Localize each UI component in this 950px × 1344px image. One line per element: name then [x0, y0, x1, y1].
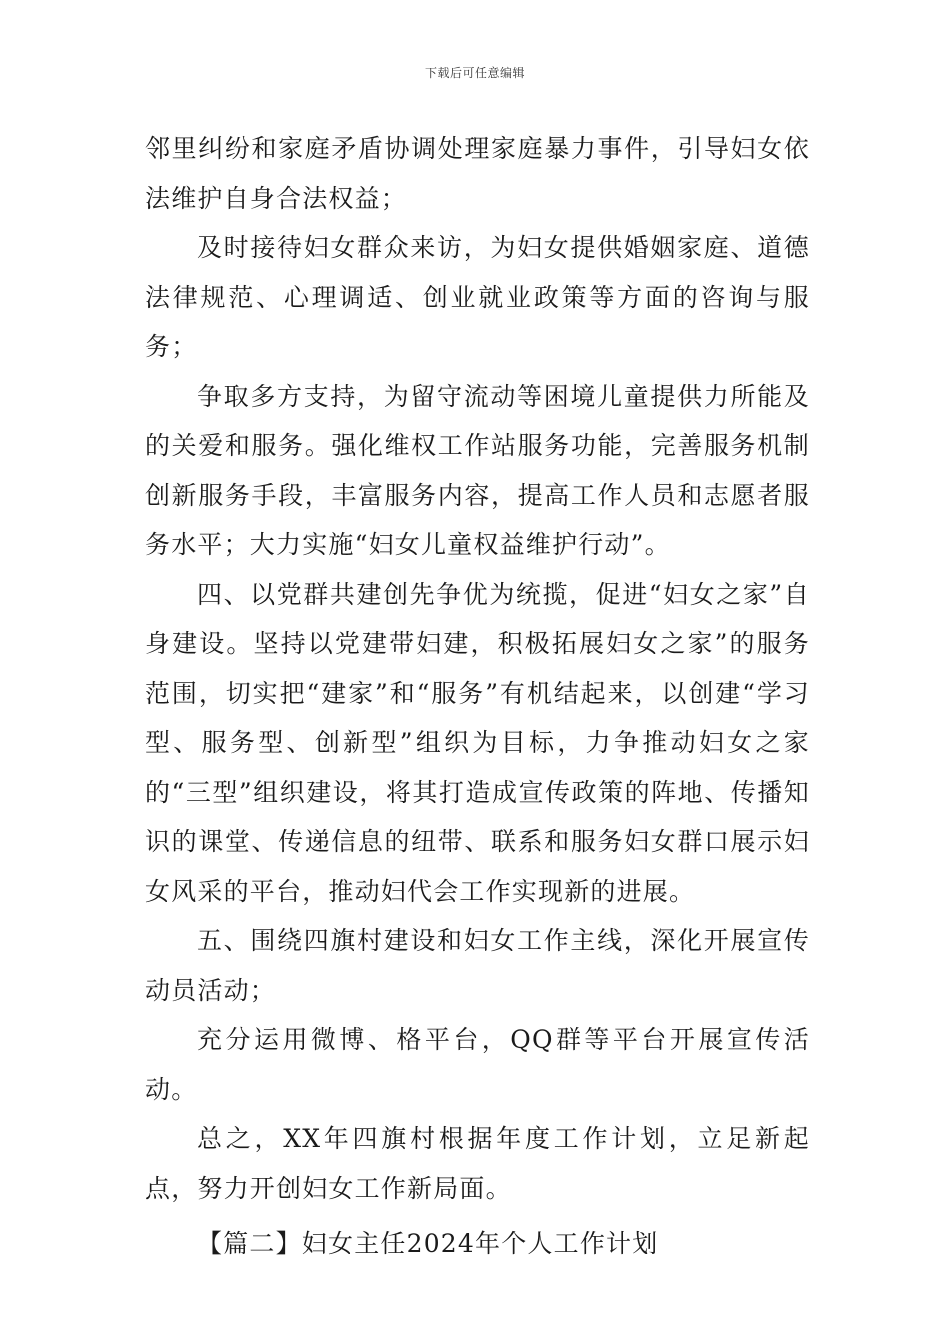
paragraph-1: 邻里纠纷和家庭矛盾协调处理家庭暴力事件，引导妇女依法维护自身合法权益； — [145, 134, 810, 213]
paragraph-2: 及时接待妇女群众来访，为妇女提供婚姻家庭、道德法律规范、心理调适、创业就业政策等方面的咨询与服务； — [145, 233, 810, 361]
document-body — [145, 124, 810, 1269]
paragraph-5: 五、围绕四旗村建设和妇女工作主线，深化开展宣传动员活动； — [145, 926, 810, 1005]
paragraph-6: 充分运用微博、格平台，QQ群等平台开展宣传活动。 — [145, 1025, 810, 1104]
header-note: 下载后可任意编辑 — [424, 66, 525, 80]
paragraph-7: 总之，XX年四旗村根据年度工作计划，立足新起点，努力开创妇女工作新局面。 — [145, 1124, 810, 1203]
section-heading: 【篇二】妇女主任2024年个人工作计划 — [197, 1229, 659, 1258]
paragraph-3: 争取多方支持，为留守流动等困境儿童提供力所能及的关爱和服务。强化维权工作站服务功能，完善服务机制创新服务手段，丰富服务内容，提高工作人员和志愿者服务水平；大力实施“妇女儿童权益维护行动”。 — [145, 381, 810, 559]
paragraph-4: 四、以党群共建创先争优为统揽，促进“妇女之家”自身建设。坚持以党建带妇建，积极拓展妇女之家”的服务范围，切实把“建家”和“服务”有机结起来，以创建“学习型、服务型、创新型”组织为目标，力争推动妇女之家的“三型”组织建设，将其打造成宣传政策的阵地、传播知识的课堂、传递信息的纽带、联系和服务妇女群口展示妇女风采的平台，推动妇代会工作实现新的进展。 — [145, 579, 810, 906]
